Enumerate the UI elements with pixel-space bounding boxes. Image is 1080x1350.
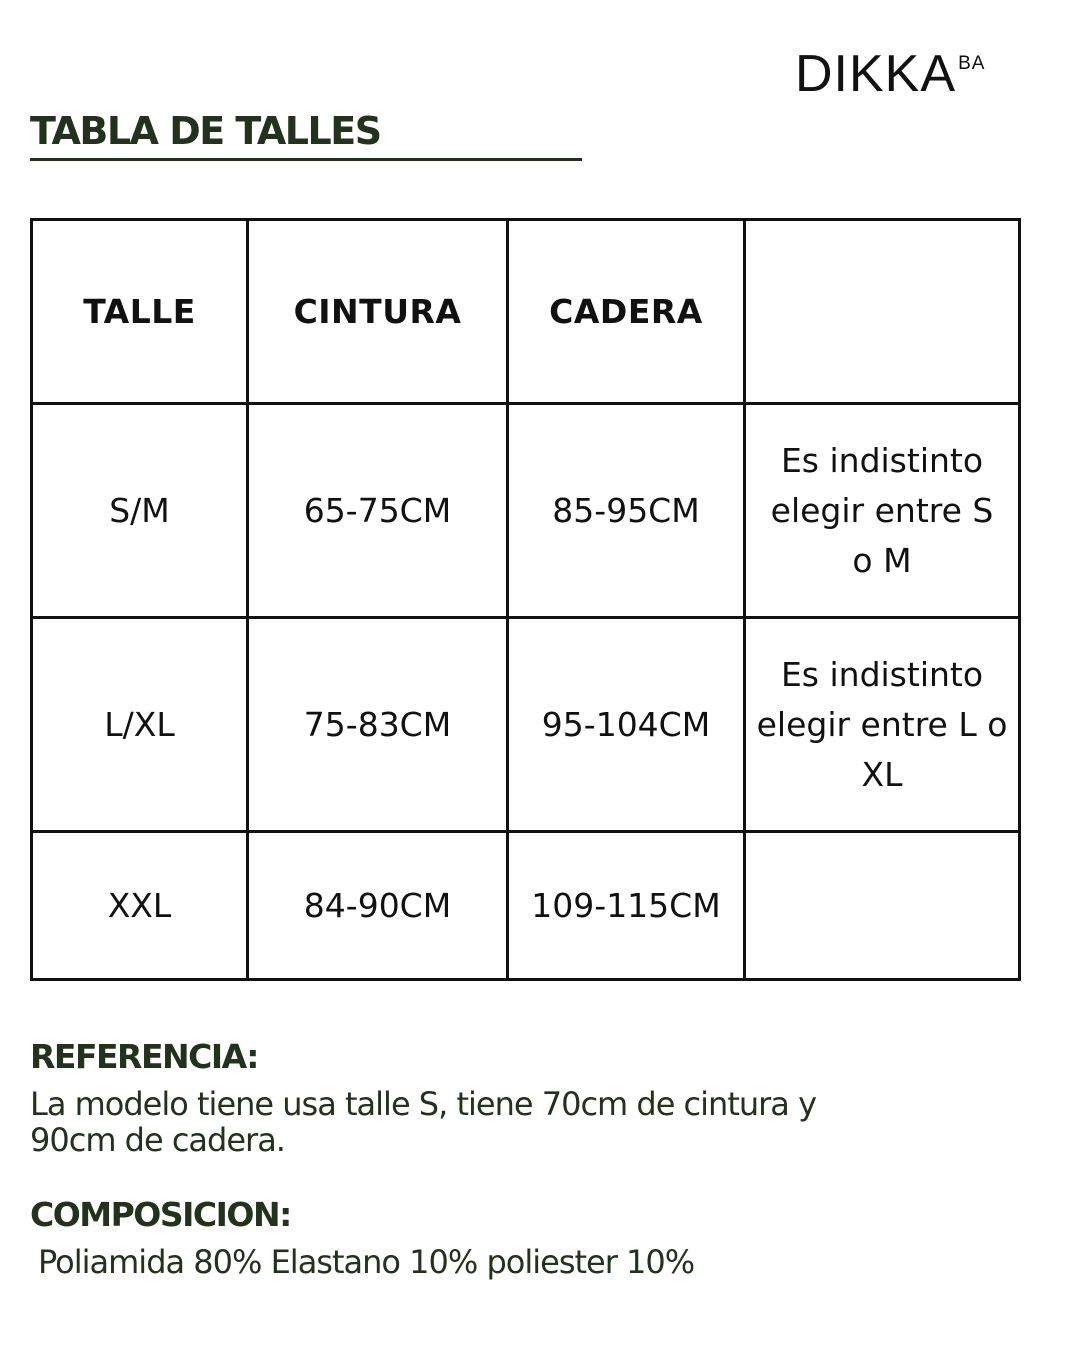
brand-name: DIKKA [795, 45, 957, 103]
cell-nota: Es indistinto elegir entre L o XL [745, 618, 1020, 832]
header-cadera: CADERA [508, 220, 745, 404]
cell-cadera: 109-115CM [508, 832, 745, 980]
size-table [30, 218, 1021, 981]
table-row [32, 404, 1020, 618]
cell-cintura: 84-90CM [248, 832, 508, 980]
page-title: TABLA DE TALLES [30, 109, 381, 153]
header-cintura: CINTURA [248, 220, 508, 404]
cell-cintura: 75-83CM [248, 618, 508, 832]
header-talle: TALLE [32, 220, 248, 404]
cell-nota [745, 832, 1020, 980]
cell-cadera: 95-104CM [508, 618, 745, 832]
cell-cadera: 85-95CM [508, 404, 745, 618]
brand-suffix: BA [958, 53, 986, 74]
brand-logo [795, 45, 986, 103]
header-nota [745, 220, 1020, 404]
table-row [32, 618, 1020, 832]
cell-talle: XXL [32, 832, 248, 980]
cell-talle: S/M [32, 404, 248, 618]
cell-nota: Es indistinto elegir entre S o M [745, 404, 1020, 618]
table-row [32, 832, 1020, 980]
composicion-text: Poliamida 80% Elastano 10% poliester 10% [38, 1243, 695, 1281]
referencia-label: REFERENCIA: [30, 1037, 258, 1076]
cell-talle: L/XL [32, 618, 248, 832]
table-header-row [32, 220, 1020, 404]
cell-cintura: 65-75CM [248, 404, 508, 618]
referencia-text: La modelo tiene usa talle S, tiene 70cm de cintura y 90cm de cadera. [30, 1085, 817, 1159]
composicion-label: COMPOSICION: [30, 1195, 291, 1234]
title-underline [30, 158, 582, 161]
